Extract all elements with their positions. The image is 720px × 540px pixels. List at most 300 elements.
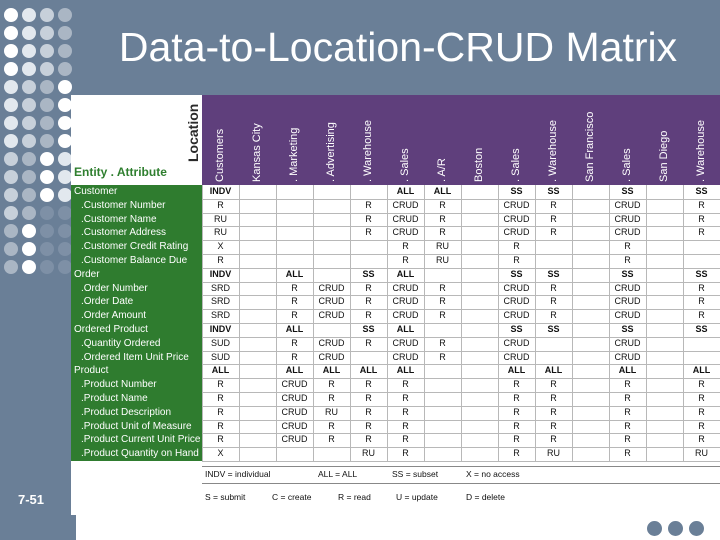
entity-label: Customer	[71, 185, 202, 199]
matrix-cell	[461, 420, 498, 434]
decorative-dot	[4, 260, 18, 274]
decorative-dot	[22, 26, 36, 40]
matrix-cell: RU	[436, 255, 449, 265]
matrix-cell	[313, 199, 350, 213]
decorative-dot	[58, 80, 72, 94]
matrix-cell	[239, 309, 276, 323]
matrix-cell	[572, 364, 609, 378]
decorative-dot	[40, 8, 54, 22]
entity-attribute-header: Entity . Attribute	[74, 165, 167, 179]
matrix-cell	[424, 364, 461, 378]
matrix-cell: SS	[362, 324, 375, 334]
location-column-header: San Francisco	[583, 111, 596, 182]
matrix-cell	[239, 268, 276, 282]
matrix-cell: SS	[621, 324, 634, 334]
matrix-cell: R	[439, 213, 446, 224]
matrix-cell: R	[513, 241, 520, 252]
matrix-cell: CRUD	[392, 351, 419, 362]
matrix-cell	[572, 213, 609, 227]
matrix-cell	[313, 226, 350, 240]
attribute-label: .Ordered Item Unit Price	[71, 351, 202, 365]
decorative-dot	[4, 26, 18, 40]
matrix-cell: CRUD	[318, 296, 345, 307]
matrix-cell: R	[402, 393, 409, 403]
matrix-cell: R	[550, 420, 557, 431]
matrix-cell: RU	[547, 448, 560, 459]
matrix-cell: R	[365, 434, 372, 445]
decorative-dot	[4, 80, 18, 94]
attribute-label: .Customer Balance Due	[71, 254, 202, 268]
matrix-cell: R	[217, 255, 224, 265]
matrix-cell	[276, 199, 313, 213]
matrix-cell: R	[624, 241, 631, 252]
decorative-dot	[22, 8, 36, 22]
matrix-cell: R	[698, 379, 705, 390]
matrix-cell: R	[291, 296, 298, 307]
matrix-cell: SRD	[210, 296, 230, 307]
matrix-cell: SUD	[210, 351, 230, 362]
matrix-cell	[313, 254, 350, 268]
decorative-dot	[58, 152, 72, 166]
matrix-cell: SS	[695, 268, 708, 279]
matrix-cell	[239, 323, 276, 337]
matrix-cell	[572, 199, 609, 213]
matrix-cell	[572, 185, 609, 199]
matrix-cell	[313, 185, 350, 199]
matrix-cell	[646, 378, 683, 392]
decorative-dot	[40, 98, 54, 112]
matrix-cell: R	[217, 434, 224, 445]
matrix-cell: R	[365, 213, 372, 224]
decorative-dot	[22, 260, 36, 274]
matrix-cell	[239, 420, 276, 434]
matrix-cell: R	[513, 393, 520, 403]
matrix-cell: RU	[436, 241, 449, 252]
matrix-cell: CRUD	[614, 213, 641, 224]
matrix-cell	[461, 309, 498, 323]
matrix-cell: SS	[362, 268, 375, 279]
matrix-cell: R	[217, 406, 224, 417]
matrix-cell: R	[624, 420, 631, 431]
matrix-cell: R	[217, 393, 224, 403]
attribute-label: .Quantity Ordered	[71, 337, 202, 351]
legend-individual: INDV = individual	[205, 469, 271, 479]
decorative-dot	[40, 116, 54, 130]
matrix-cell: CRUD	[503, 227, 530, 238]
matrix-cell: CRUD	[318, 337, 345, 348]
matrix-cell: R	[328, 393, 335, 403]
location-column-header: . Sales	[620, 148, 633, 182]
legend-submit: S = submit	[205, 492, 246, 502]
grid-line	[202, 461, 720, 462]
matrix-cell: ALL	[507, 365, 526, 376]
decorative-dot	[40, 260, 54, 274]
nav-dot-icon	[689, 521, 704, 536]
location-header-band	[202, 95, 720, 185]
matrix-cell	[572, 392, 609, 406]
matrix-cell	[239, 254, 276, 268]
attribute-label: .Order Amount	[71, 309, 202, 323]
decorative-dot	[4, 242, 18, 256]
matrix-cell: R	[291, 310, 298, 321]
matrix-cell	[646, 282, 683, 296]
decorative-dot	[4, 152, 18, 166]
matrix-cell: R	[698, 213, 705, 224]
matrix-cell: ALL	[285, 268, 304, 279]
matrix-cell: R	[217, 379, 224, 390]
matrix-cell: SS	[695, 324, 708, 334]
entity-label: Product	[71, 364, 202, 378]
matrix-cell: R	[365, 282, 372, 293]
matrix-cell: CRUD	[614, 296, 641, 307]
legend-delete: D = delete	[466, 492, 505, 502]
nav-dot-icon	[647, 521, 662, 536]
matrix-cell: SRD	[210, 282, 230, 293]
matrix-cell	[239, 226, 276, 240]
attribute-label: .Order Date	[71, 295, 202, 309]
matrix-cell: R	[550, 199, 557, 210]
decorative-dot	[40, 170, 54, 184]
matrix-cell: R	[513, 448, 520, 459]
matrix-cell: X	[217, 448, 224, 459]
matrix-cell	[646, 199, 683, 213]
matrix-cell	[646, 447, 683, 461]
matrix-cell: R	[328, 434, 335, 445]
decorative-dot	[4, 188, 18, 202]
matrix-cell: CRUD	[318, 310, 345, 321]
matrix-cell: R	[513, 434, 520, 445]
matrix-cell	[239, 351, 276, 365]
decorative-dot	[22, 242, 36, 256]
matrix-cell	[572, 282, 609, 296]
matrix-cell: ALL	[285, 365, 304, 376]
matrix-cell	[572, 406, 609, 420]
matrix-cell: R	[550, 213, 557, 224]
matrix-cell	[276, 213, 313, 227]
matrix-cell	[313, 323, 350, 337]
decorative-dot	[4, 62, 18, 76]
entity-label: Order	[71, 268, 202, 282]
matrix-cell: CRUD	[503, 213, 530, 224]
matrix-cell	[646, 323, 683, 337]
matrix-cell: ALL	[544, 365, 563, 376]
location-header: Location	[185, 103, 201, 162]
decorative-dot	[58, 134, 72, 148]
matrix-cell: SS	[547, 186, 560, 196]
matrix-cell	[276, 185, 313, 199]
matrix-cell	[424, 323, 461, 337]
matrix-cell	[683, 254, 720, 268]
matrix-cell: R	[624, 393, 631, 403]
matrix-cell: CRUD	[614, 282, 641, 293]
decorative-dot	[4, 8, 18, 22]
matrix-cell	[572, 433, 609, 447]
matrix-cell	[461, 433, 498, 447]
matrix-cell: R	[402, 448, 409, 459]
matrix-cell: R	[698, 420, 705, 431]
matrix-cell: INDV	[209, 324, 232, 334]
location-column-header: . Warehouse	[694, 120, 707, 182]
entity-label: Ordered Product	[71, 323, 202, 337]
matrix-cell	[646, 364, 683, 378]
matrix-cell	[239, 199, 276, 213]
matrix-cell	[239, 392, 276, 406]
decorative-dot	[58, 98, 72, 112]
matrix-cell: R	[328, 420, 335, 431]
decorative-dot	[40, 134, 54, 148]
matrix-cell: R	[439, 199, 446, 210]
matrix-cell	[239, 240, 276, 254]
attribute-label: .Customer Number	[71, 199, 202, 213]
matrix-cell	[313, 213, 350, 227]
matrix-cell	[535, 254, 572, 268]
decorative-dot	[40, 26, 54, 40]
matrix-cell: R	[550, 227, 557, 238]
matrix-cell: X	[217, 241, 224, 252]
decorative-dot	[58, 242, 72, 256]
legend-divider-2	[202, 483, 720, 484]
matrix-cell: ALL	[396, 324, 415, 334]
matrix-cell: R	[624, 434, 631, 445]
matrix-cell	[646, 337, 683, 351]
legend-no-access: X = no access	[466, 469, 520, 479]
matrix-cell: RU	[325, 406, 338, 417]
attribute-label: .Order Number	[71, 282, 202, 296]
matrix-cell: R	[439, 310, 446, 321]
matrix-cell: SS	[510, 186, 523, 196]
legend-subset: SS = subset	[392, 469, 439, 479]
legend-update: U = update	[396, 492, 438, 502]
decorative-dot	[58, 8, 72, 22]
matrix-cell	[535, 337, 572, 351]
matrix-cell: R	[550, 310, 557, 321]
matrix-cell: R	[698, 199, 705, 210]
location-column-header: . Marketing	[287, 127, 300, 182]
matrix-cell: R	[550, 406, 557, 417]
matrix-cell: CRUD	[281, 379, 308, 390]
matrix-cell: CRUD	[392, 213, 419, 224]
matrix-cell	[461, 447, 498, 461]
matrix-cell: INDV	[209, 268, 232, 279]
matrix-cell: R	[550, 434, 557, 445]
matrix-cell: R	[698, 393, 705, 403]
attribute-label: .Product Quantity on Hand	[71, 447, 202, 461]
matrix-cell: ALL	[618, 365, 637, 376]
decorative-dot	[58, 170, 72, 184]
matrix-cell: R	[624, 255, 631, 265]
decorative-dot	[40, 44, 54, 58]
location-column-header: . Warehouse	[546, 120, 559, 182]
matrix-cell	[276, 226, 313, 240]
matrix-cell	[646, 309, 683, 323]
matrix-cell	[572, 323, 609, 337]
matrix-cell	[535, 240, 572, 254]
matrix-cell: R	[291, 337, 298, 348]
matrix-cell: R	[402, 241, 409, 252]
matrix-cell: R	[439, 337, 446, 348]
matrix-cell	[239, 433, 276, 447]
decorative-dot	[22, 62, 36, 76]
matrix-cell: CRUD	[503, 351, 530, 362]
matrix-cell: RU	[214, 213, 227, 224]
matrix-cell	[572, 254, 609, 268]
matrix-cell	[424, 433, 461, 447]
matrix-cell: R	[402, 420, 409, 431]
matrix-cell: RU	[695, 448, 708, 459]
matrix-cell	[424, 420, 461, 434]
location-column-header: San Diego	[657, 130, 670, 182]
decorative-dot	[58, 116, 72, 130]
decorative-dot	[40, 80, 54, 94]
matrix-cell	[646, 213, 683, 227]
matrix-cell: R	[365, 296, 372, 307]
matrix-cell: RU	[362, 448, 375, 459]
matrix-cell: CRUD	[503, 310, 530, 321]
matrix-cell: R	[402, 434, 409, 445]
matrix-cell: R	[698, 310, 705, 321]
matrix-cell: R	[365, 227, 372, 238]
matrix-cell: SS	[547, 268, 560, 279]
matrix-cell	[646, 433, 683, 447]
location-column-header: . Sales	[398, 148, 411, 182]
matrix-cell	[461, 282, 498, 296]
matrix-cell: RU	[214, 227, 227, 238]
matrix-cell	[461, 268, 498, 282]
attribute-label: .Product Number	[71, 378, 202, 392]
matrix-cell: CRUD	[318, 282, 345, 293]
matrix-cell	[424, 378, 461, 392]
matrix-cell: CRUD	[392, 310, 419, 321]
matrix-cell: CRUD	[392, 296, 419, 307]
matrix-cell: R	[439, 227, 446, 238]
matrix-cell: R	[698, 406, 705, 417]
attribute-label: .Customer Address	[71, 226, 202, 240]
decorative-dot	[58, 224, 72, 238]
decorative-dot	[4, 206, 18, 220]
matrix-cell: CRUD	[392, 199, 419, 210]
decorative-dot	[40, 188, 54, 202]
matrix-cell: SS	[695, 186, 708, 196]
matrix-cell: R	[698, 282, 705, 293]
matrix-cell	[276, 240, 313, 254]
decorative-dot	[4, 98, 18, 112]
matrix-cell: CRUD	[281, 393, 308, 403]
matrix-cell: ALL	[322, 365, 341, 376]
decorative-dot	[58, 188, 72, 202]
decorative-dot	[22, 170, 36, 184]
matrix-cell: CRUD	[392, 337, 419, 348]
matrix-cell	[646, 392, 683, 406]
matrix-cell: ALL	[396, 268, 415, 279]
matrix-cell: R	[550, 379, 557, 390]
matrix-cell	[572, 226, 609, 240]
decorative-dot	[4, 224, 18, 238]
matrix-cell	[646, 226, 683, 240]
matrix-cell: R	[698, 434, 705, 445]
matrix-cell: CRUD	[281, 406, 308, 417]
matrix-cell: R	[624, 379, 631, 390]
location-column-header: Boston	[472, 147, 485, 182]
matrix-cell	[424, 447, 461, 461]
location-column-header: . A/R	[435, 158, 448, 182]
matrix-cell	[646, 240, 683, 254]
matrix-cell	[683, 337, 720, 351]
matrix-cell	[572, 295, 609, 309]
matrix-cell: R	[402, 379, 409, 390]
matrix-cell	[572, 420, 609, 434]
matrix-cell	[350, 351, 387, 365]
matrix-cell	[646, 254, 683, 268]
matrix-cell	[239, 295, 276, 309]
matrix-cell: ALL	[433, 186, 452, 196]
decorative-dot	[22, 152, 36, 166]
decorative-dot	[22, 188, 36, 202]
matrix-cell	[683, 351, 720, 365]
decorative-dot	[58, 62, 72, 76]
decorative-dot	[40, 242, 54, 256]
matrix-cell: CRUD	[614, 199, 641, 210]
matrix-cell	[461, 378, 498, 392]
slide-number: 7-51	[18, 492, 45, 507]
matrix-cell: R	[365, 393, 372, 403]
matrix-cell	[424, 406, 461, 420]
attribute-label: .Product Unit of Measure	[71, 420, 202, 434]
decorative-dot	[4, 170, 18, 184]
matrix-cell: R	[402, 255, 409, 265]
matrix-cell: CRUD	[281, 420, 308, 431]
attribute-label: .Product Description	[71, 406, 202, 420]
matrix-cell	[646, 420, 683, 434]
matrix-cell: R	[550, 393, 557, 403]
decorative-dot	[58, 44, 72, 58]
matrix-cell: CRUD	[392, 227, 419, 238]
matrix-cell: R	[439, 351, 446, 362]
matrix-cell: CRUD	[614, 310, 641, 321]
matrix-cell: CRUD	[281, 434, 308, 445]
matrix-cell	[239, 447, 276, 461]
matrix-cell: CRUD	[503, 282, 530, 293]
matrix-cell	[461, 406, 498, 420]
matrix-cell: CRUD	[503, 296, 530, 307]
matrix-cell	[350, 185, 387, 199]
matrix-cell: CRUD	[318, 351, 345, 362]
matrix-cell: R	[217, 199, 224, 210]
matrix-cell	[461, 254, 498, 268]
matrix-cell: SS	[547, 324, 560, 334]
matrix-cell	[572, 351, 609, 365]
decorative-dot	[4, 134, 18, 148]
decorative-dot	[40, 224, 54, 238]
decorative-dot	[4, 116, 18, 130]
matrix-cell	[646, 295, 683, 309]
location-column-header: Kansas City	[250, 123, 263, 182]
matrix-cell	[646, 268, 683, 282]
location-column-header: . Warehouse	[361, 120, 374, 182]
matrix-cell	[535, 351, 572, 365]
decorative-dot-grid	[2, 6, 74, 276]
matrix-cell	[572, 268, 609, 282]
matrix-cell: R	[698, 296, 705, 307]
matrix-cell: R	[365, 199, 372, 210]
matrix-cell: ALL	[359, 365, 378, 376]
matrix-cell	[646, 351, 683, 365]
matrix-cell: R	[550, 296, 557, 307]
matrix-cell	[239, 213, 276, 227]
matrix-cell: R	[513, 420, 520, 431]
matrix-cell: INDV	[209, 186, 232, 196]
matrix-cell	[424, 392, 461, 406]
matrix-cell	[461, 185, 498, 199]
